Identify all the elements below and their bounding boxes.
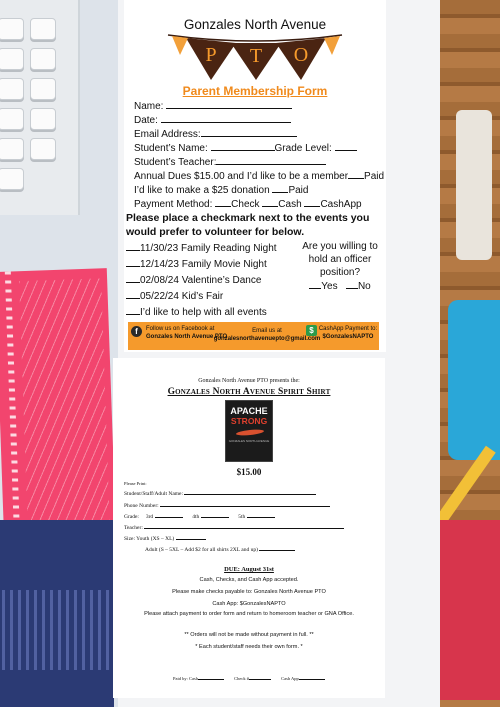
shirt-grade-field[interactable] <box>124 513 275 521</box>
cashapp-icon: $ <box>306 325 317 336</box>
cash-option: Cash <box>278 199 302 210</box>
due-date: DUE: August 31st <box>224 566 274 573</box>
attach-payment-note: Please attach payment to order form and return to homeroom teacher or GNA Office. <box>144 611 354 617</box>
checkmark-instructions-line-2: would prefer to volunteer for below. <box>126 226 305 238</box>
shirt-grade-label: Grade: <box>124 514 139 520</box>
spirit-shirt-form <box>113 358 385 698</box>
cash-app-footer-label: Cash App <box>281 676 299 681</box>
shirt-text-strong: STRONG <box>230 416 268 426</box>
cashapp-info <box>318 325 378 341</box>
paid-by-cash-label: Paid by: Cash <box>173 676 199 681</box>
size-adult-label: Adult (S – 5XL – Add $2 for all shirts 2XL and up) <box>145 547 258 553</box>
background-right-desk <box>440 0 500 707</box>
officer-question-line-2: hold an officer <box>308 254 372 265</box>
donation-paid-label: Paid <box>288 185 309 196</box>
cash-app-handle: Cash App: $GonzalesNAPTO <box>212 601 286 607</box>
shirt-presents-line: Gonzales North Avenue PTO presents the: <box>198 378 300 384</box>
facebook-line-1: Follow us on Facebook at <box>146 326 215 332</box>
email-field[interactable] <box>134 128 297 141</box>
check-number-label: Check # <box>234 676 250 681</box>
email-address-link[interactable]: gonzalesnorthavenuepto@gmail.com <box>213 336 321 342</box>
date-field[interactable] <box>134 114 291 127</box>
cashapp-line-1: CashApp Payment to: <box>318 326 378 332</box>
donation-label: I’d like to make a $25 donation <box>134 185 270 196</box>
payment-method-label: Payment Method: <box>134 199 213 210</box>
pto-pennant-banner <box>164 33 346 81</box>
grade-5-option: 5th <box>238 514 246 520</box>
facebook-icon: f <box>131 326 142 337</box>
blue-object-image <box>448 300 500 460</box>
event-item[interactable] <box>126 258 267 271</box>
size-youth-label: Size: Youth (XS – XL) <box>124 536 175 542</box>
event-item[interactable] <box>126 290 223 303</box>
event-label: I’d like to help with all events <box>140 307 267 318</box>
student-name-label: Student’s Name: <box>134 143 208 154</box>
check-option: Check <box>231 199 260 210</box>
event-item[interactable] <box>126 306 267 319</box>
shirt-form-title: Gonzales North Avenue Spirit Shirt <box>167 387 331 397</box>
shirt-phone-field[interactable] <box>124 502 330 510</box>
officer-question-line-1: Are you willing to <box>302 241 378 252</box>
grade-3-option: 3rd <box>145 514 154 520</box>
student-name-field[interactable] <box>134 142 357 155</box>
shirt-size-youth-field[interactable] <box>124 535 206 543</box>
banner-letter-o: O <box>293 44 309 66</box>
cashapp-handle: $GonzalesNAPTO <box>322 334 374 340</box>
shirt-teacher-label: Teacher: <box>124 525 143 531</box>
feather-icon <box>236 429 264 437</box>
cashapp-option: CashApp <box>320 199 362 210</box>
event-item[interactable] <box>126 274 261 287</box>
shirt-phone-label: Phone Number: <box>124 503 159 509</box>
annual-dues-label: Annual Dues $15.00 and I’d like to be a member <box>134 171 349 182</box>
blue-notebook-image <box>0 520 114 707</box>
event-label: 12/14/23 Family Movie Night <box>140 259 267 270</box>
grade-4-option: 4th <box>192 514 200 520</box>
officer-yes-no[interactable] <box>296 280 384 293</box>
email-label: Email Address: <box>134 129 201 140</box>
shirt-name-field[interactable] <box>124 490 316 498</box>
annual-dues-field[interactable] <box>134 170 384 183</box>
shirt-teacher-field[interactable] <box>124 524 344 532</box>
payment-method-field[interactable] <box>134 198 362 211</box>
form-title: Parent Membership Form <box>182 84 328 98</box>
shirt-image <box>225 400 273 462</box>
checkmark-instructions-line-1: Please place a checkmark next to the events you <box>126 212 370 224</box>
contact-footer-bar <box>128 322 379 350</box>
event-item[interactable] <box>126 242 277 255</box>
red-notebook-image <box>440 520 500 700</box>
email-line-1: Email us at <box>252 328 282 334</box>
keyboard-image <box>0 0 80 215</box>
teacher-field[interactable] <box>134 156 326 169</box>
office-use-line <box>173 675 325 682</box>
event-label: 02/08/24 Valentine’s Dance <box>140 275 262 286</box>
dues-paid-label: Paid <box>364 171 385 182</box>
name-label: Name: <box>134 101 164 112</box>
name-field[interactable] <box>134 100 292 113</box>
school-name: Gonzales North Avenue <box>183 17 327 32</box>
each-form-note: * Each student/staff needs their own form. * <box>195 644 303 650</box>
banner-letter-t: T <box>249 45 263 67</box>
donation-field[interactable] <box>134 184 308 197</box>
membership-form <box>124 0 386 352</box>
orders-note: ** Orders will not be made without payment in full. ** <box>184 632 314 638</box>
officer-question <box>296 240 384 293</box>
facebook-page-link[interactable]: Gonzales North Avenue PTO <box>146 334 228 340</box>
banner-letter-p: P <box>205 44 217 66</box>
event-label: 11/30/23 Family Reading Night <box>140 243 277 254</box>
grade-level-label: Grade Level: <box>274 143 332 154</box>
yes-option: Yes <box>321 281 338 292</box>
teacher-label: Student’s Teacher: <box>134 157 217 168</box>
shirt-size-adult-field[interactable] <box>145 546 295 554</box>
pto-banner <box>164 33 346 81</box>
shirt-text-school: GONZALES NORTH AVENUE <box>228 439 270 443</box>
shirt-price: $15.00 <box>236 467 262 477</box>
paper-roll-image <box>456 110 492 260</box>
shirt-text-apache: APACHE <box>230 406 268 416</box>
background-left-desk <box>0 0 118 707</box>
officer-question-line-3: position? <box>319 267 361 278</box>
payment-accepted: Cash, Checks, and Cash App accepted. <box>199 577 299 583</box>
checks-payable: Please make checks payable to: Gonzales North Avenue PTO <box>172 589 326 595</box>
date-label: Date: <box>134 115 158 126</box>
please-print-label: Please Print: <box>124 481 147 486</box>
event-label: 05/22/24 Kid’s Fair <box>140 291 224 302</box>
no-option: No <box>357 281 371 292</box>
shirt-name-label: Student/Staff/Adult Name: <box>124 491 184 497</box>
